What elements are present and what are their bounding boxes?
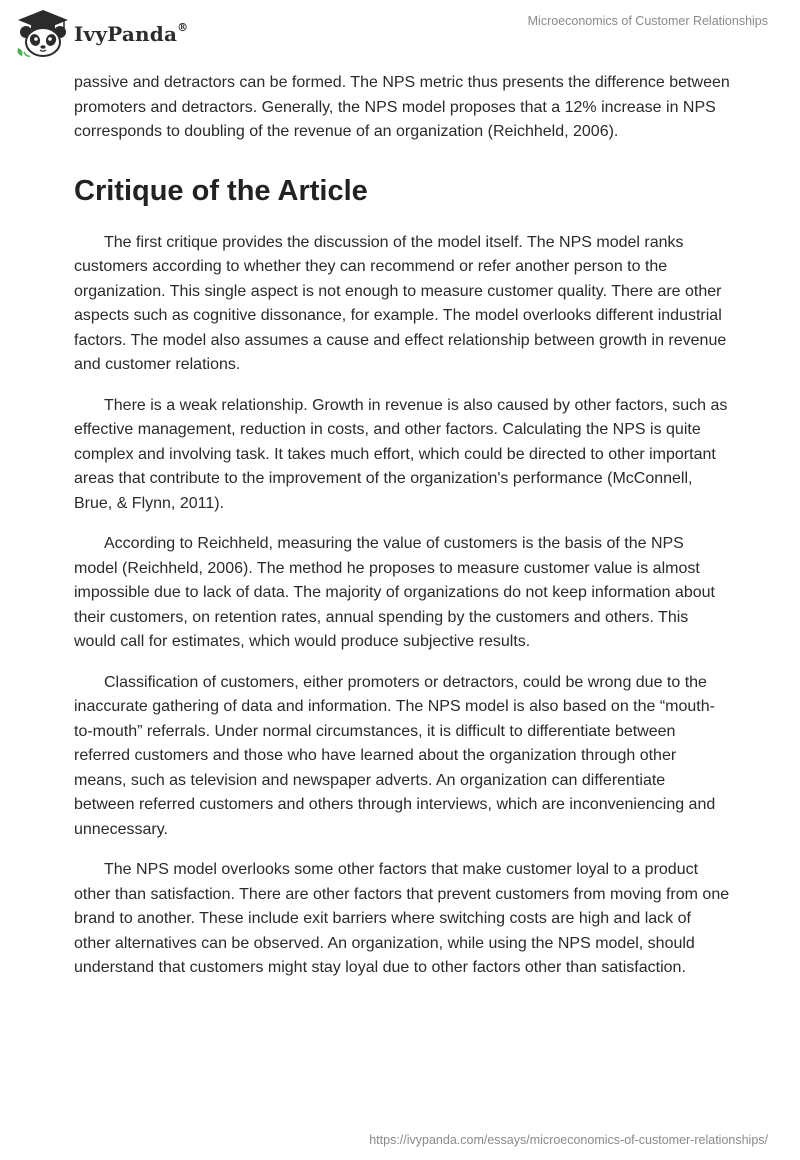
paragraph-1: The first critique provides the discussion of the model itself. The NPS model ranks customers according to whether they can recommend or refer another person to the organization. This single aspect is not enough to measure customer quality. There are other aspects such as cognitive dissonance, for example. The model overlooks different industrial factors. The model also assumes a cause and effect relationship between growth in revenue and customer relations. <box>74 233 727 373</box>
paragraph-5: The NPS model overlooks some other factors that make customer loyal to a product other than satisfaction. There are other factors that prevent customers from moving from one brand to another. These include exit barriers where switching costs are high and lack of other alternatives can be observed. An organization, while using the NPS model, should understand that customers might stay loyal due to other factors other than satisfaction. <box>74 861 730 976</box>
paragraph-4: Classification of customers, either promoters or detractors, could be wrong due to the inaccurate gathering of data and information. The NPS model is also based on the “mouth-to-mouth” referrals. Under normal circumstances, it is difficult to differentiate between referred customers and those who have learned about the organization through other means, such as television and newspaper adverts. An organization can differentiate between referred customers and others through interviews, which are inconveniencing and unnecessary. <box>74 673 716 838</box>
registered-mark: ® <box>177 21 189 35</box>
article-body <box>74 71 730 981</box>
document-title: Microeconomics of Customer Relationships <box>527 14 768 28</box>
paragraph-3: According to Reichheld, measuring the value of customers is the basis of the NPS model (Reichheld, 2006). The method he proposes to measure customer value is almost impossible due to lack of data. The majority of organizations do not keep information about their customers, on retention rates, annual spending by the customers and others. This would call for estimates, which would produce subjective results. <box>74 535 715 650</box>
intro-paragraph: passive and detractors can be formed. The NPS metric thus presents the difference between promoters and detractors. Generally, the NPS model proposes that a 12% increase in NPS corresponds to doubling of the revenue of an organization (Reichheld, 2006). <box>74 74 730 140</box>
logo-text <box>74 22 188 46</box>
page-header <box>0 0 800 66</box>
section-heading: Critique of the Article <box>74 174 368 207</box>
panda-graduate-icon <box>14 8 72 58</box>
logo-name: IvyPanda <box>74 22 178 46</box>
source-url-link[interactable]: https://ivypanda.com/essays/microeconomics-of-customer-relationships/ <box>369 1133 768 1147</box>
ivypanda-logo[interactable] <box>14 8 188 58</box>
paragraph-2: There is a weak relationship. Growth in revenue is also caused by other factors, such as effective management, reduction in costs, and other factors. Calculating the NPS is quite complex and involving task. It takes much effort, which could be directed to other important areas that contribute to the improvement of the organization's performance (McConnell, Brue, & Flynn, 2011). <box>74 396 728 512</box>
